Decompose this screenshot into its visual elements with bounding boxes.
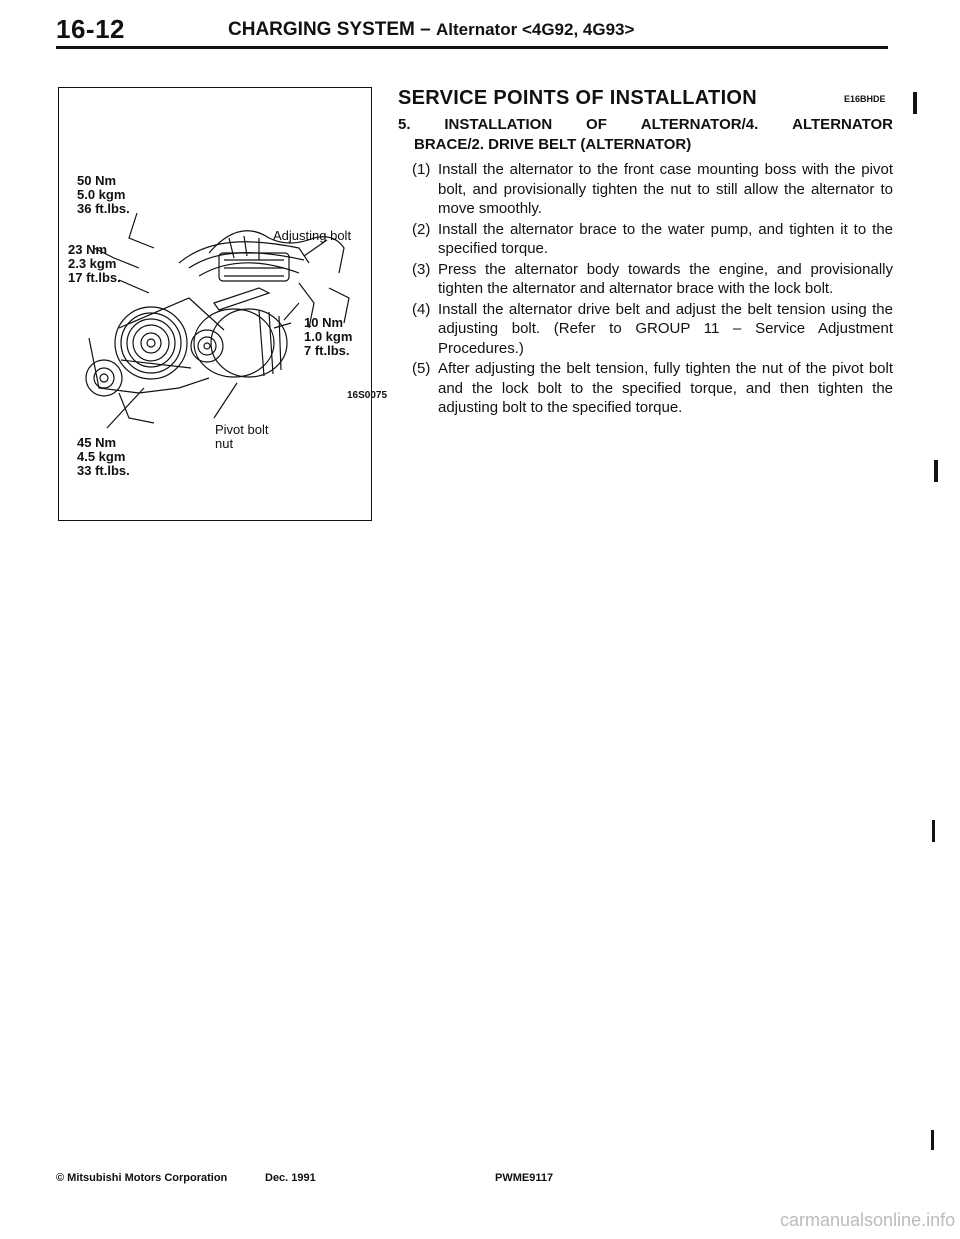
scan-mark bbox=[913, 92, 917, 114]
subheading-line-1: 5. INSTALLATION OF ALTERNATOR/4. ALTERNATOR bbox=[398, 116, 893, 133]
document-code: PWME9117 bbox=[495, 1172, 554, 1184]
step-item: (1) Install the alternator to the front case mounting boss with the pivot bolt, and provisionally tighten the nut to still allow the alternator to move smoothly. bbox=[412, 161, 893, 217]
service-points-section bbox=[398, 87, 898, 416]
chapter-main: CHARGING SYSTEM bbox=[228, 19, 415, 40]
page-header bbox=[0, 0, 960, 80]
chapter-sub: Alternator <4G92, 4G93> bbox=[435, 20, 635, 39]
step-item: (3) Press the alternator body towards the engine, and provisionally tighten the alternator and alternator brace with the lock bolt. bbox=[412, 260, 893, 297]
torque-label-23: 23 Nm 2.3 kgm 17 ft.lbs. bbox=[68, 242, 121, 285]
scan-mark bbox=[934, 460, 938, 482]
figure-id: 16S0075 bbox=[347, 390, 388, 401]
torque-label-45: 45 Nm 4.5 kgm 33 ft.lbs. bbox=[77, 435, 130, 478]
step-item: (5) After adjusting the belt tension, fully tighten the nut of the pivot bolt and the lock bolt to the specified torque, and then tighten the adjusting bolt to the specified torque. bbox=[412, 360, 893, 416]
section-title: SERVICE POINTS OF INSTALLATION bbox=[398, 87, 758, 109]
torque-label-10: 10 Nm 1.0 kgm 7 ft.lbs. bbox=[304, 315, 353, 358]
watermark: carmanualsonline.info bbox=[780, 1210, 956, 1230]
section-subheading bbox=[398, 115, 893, 155]
installation-steps bbox=[398, 160, 893, 419]
step-item: (2) Install the alternator brace to the water pump, and tighten it to the specified torque. bbox=[412, 220, 893, 257]
alternator-figure bbox=[58, 87, 388, 521]
pivot-bolt-label: Pivot bolt nut bbox=[215, 422, 269, 451]
subheading-line-2: BRACE/2. DRIVE BELT (ALTERNATOR) bbox=[414, 136, 692, 153]
chapter-dash: – bbox=[414, 19, 436, 40]
publication-date: Dec. 1991 bbox=[265, 1172, 316, 1184]
torque-label-50: 50 Nm 5.0 kgm 36 ft.lbs. bbox=[77, 173, 130, 216]
adjusting-bolt-label: Adjusting bolt bbox=[273, 228, 352, 243]
page-number: 16-12 bbox=[56, 14, 125, 44]
chapter-title bbox=[228, 19, 634, 41]
header-rule bbox=[56, 46, 888, 49]
scan-mark bbox=[931, 1130, 934, 1150]
copyright: © Mitsubishi Motors Corporation bbox=[56, 1172, 228, 1184]
scan-mark bbox=[932, 820, 935, 842]
section-code: E16BHDE bbox=[844, 94, 886, 104]
step-item: (4) Install the alternator drive belt and adjust the belt tension using the adjusting bolt. (Refer to GROUP 11 – Service Adjustment Procedures.) bbox=[412, 300, 893, 357]
